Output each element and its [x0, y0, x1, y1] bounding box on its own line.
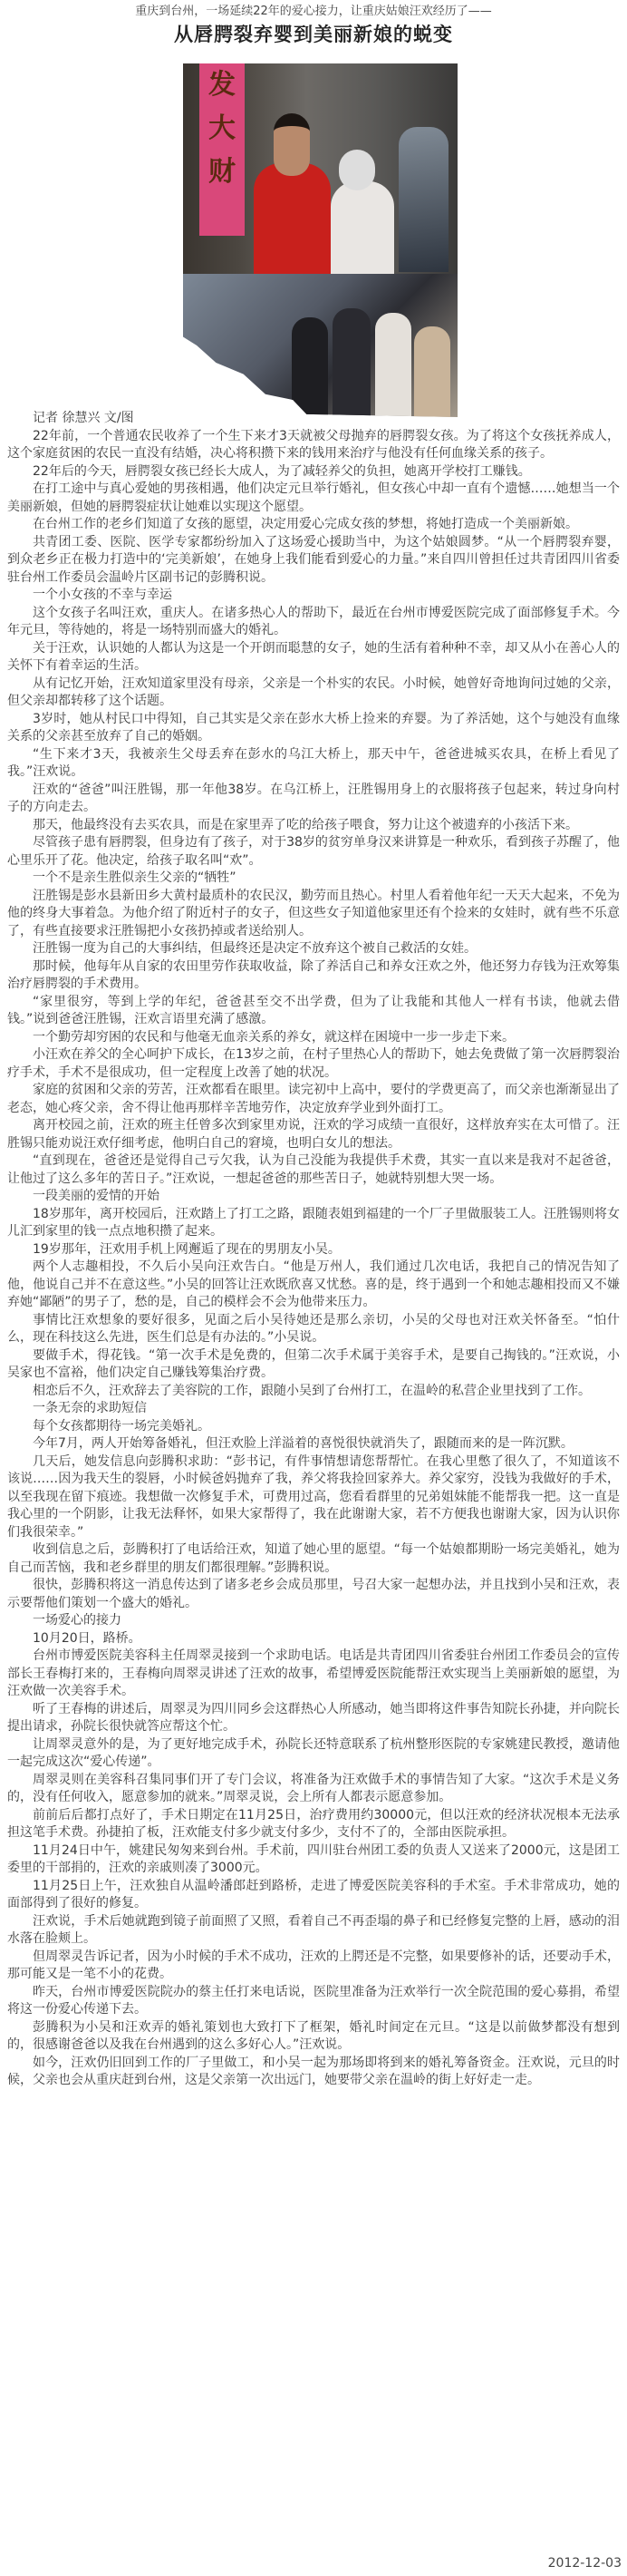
article-paragraph: 汪胜锡是彭水县新田乡大黄村最质朴的农民汉，勤劳而且热心。村里人看着他年纪一天天大起来，不免为他的终身大事着急。为他介绍了附近村子的女子，但这些女子知道他家里还有个捡来的女娃时，就有些不乐意了，有些直接要求汪胜锡把小女孩扔掉或者送给别人。 [7, 888, 620, 938]
article-body [7, 410, 620, 2090]
article-paragraph: 一段美丽的爱情的开始 [33, 1189, 159, 1203]
article-paragraph: 共青团工委、医院、医学专家都纷纷加入了这场爱心援助当中，为这个姑娘圆梦。“从一个唇腭裂弃婴，到众老乡正在极力打造中的‘完美新娘’，在她身上我们能看到爱心的力量。”来自四川曾担任过共青团四川省委驻台州工作委员会温岭片区副书记的彭腾积说。 [7, 534, 620, 585]
article-paragraph: “直到现在，爸爸还是觉得自己亏欠我，认为自己没能为我提供手术费，其实一直以来是我对不起爸爸，让他过了这么多年的苦日子。”汪欢说，一想起爸爸的那些苦日子，她就特别想大哭一场。 [7, 1153, 620, 1186]
article-paragraph: 尽管孩子患有唇腭裂，但身边有了孩子，对于38岁的贫穷单身汉来讲算是一种欢乐，看到孩子苏醒了，他心里乐开了花。他决定，给孩子取名叫“欢”。 [7, 835, 620, 868]
article-paragraph: 台州市博爱医院美容科主任周翠灵接到一个求助电话。电话是共青团四川省委驻台州团工作委员会的宣传部长王春梅打来的，王春梅向周翠灵讲述了汪欢的故事，希望博爱医院能帮汪欢实现当上美丽新娘的愿望，为汪欢做一次美容手术。 [7, 1648, 620, 1698]
article-paragraph: 今年7月，两人开始筹备婚礼，但汪欢脸上洋溢着的喜悦很快就消失了，跟随而来的是一阵沉默。 [33, 1436, 574, 1451]
article-paragraph: 11月24日中午，姚建民匆匆来到台州。手术前，四川驻台州团工委的负责人又送来了2000元，这是团工委里的干部捐的，汪欢的亲戚则凑了3000元。 [7, 1842, 620, 1875]
article-paragraph: 10月20日，路桥。 [33, 1630, 141, 1646]
red-banner [199, 63, 245, 236]
article-paragraph: 汪欢的“爸爸”叫汪胜锡，那一年他38岁。在乌江桥上，汪胜锡用身上的衣服将孩子包起来，转过身向村子的方向走去。 [7, 782, 620, 814]
photo-person [375, 313, 411, 417]
article-paragraph: 彭腾积为小吴和汪欢弄的婚礼策划也大致打下了框架，婚礼时间定在元旦。“这是以前做梦都没有想到的，很感谢爸爸以及我在台州遇到的这么多好心人。”汪欢说。 [7, 2019, 620, 2052]
article-paragraph: 那天，他最终没有去买农具，而是在家里弄了吃的给孩子喂食，努力让这个被遗弃的小孩活下来。 [33, 817, 578, 832]
photo-woman [331, 181, 394, 274]
article-paragraph: 22年后的今天，唇腭裂女孩已经长大成人，为了减轻养父的负担，她离开学校打工赚钱。 [33, 463, 531, 479]
article-paragraph: 听了王春梅的讲述后，周翠灵为四川同乡会这群热心人所感动，她当即将这件事告知院长孙捷，并向院长提出请求，孙院长很快就答应帮这个忙。 [7, 1701, 620, 1734]
article-paragraph: 收到信息之后，彭腾积打了电话给汪欢，知道了她心里的愿望。“每一个姑娘都期盼一场完美婚礼，她为自己而苦恼，我和老乡群里的朋友们都很理解。”彭腾积说。 [7, 1542, 620, 1575]
publish-date: 2012-12-03 [547, 2556, 622, 2571]
article-paragraph: 那时候，他每年从自家的农田里劳作获取收益，除了养活自己和养女汪欢之外，他还努力存钱为汪欢筹集治疗唇腭裂的手术费用。 [7, 958, 620, 991]
photo-couple-street [183, 63, 458, 274]
photo-man [254, 163, 331, 274]
article-paragraph: 汪欢说，手术后她就跑到镜子前面照了又照，看着自己不再歪塌的鼻子和已经修复完整的上唇，感动的泪水落在脸颊上。 [7, 1913, 620, 1946]
article-paragraph: “家里很穷，等到上学的年纪，爸爸甚至交不出学费，但为了让我能和其他人一样有书读，他就去借钱。”说到爸爸汪胜锡，汪欢言语里充满了感激。 [7, 994, 620, 1026]
article-paragraph: 相恋后不久，汪欢辞去了美容院的工作，跟随小吴到了台州打工，在温岭的私营企业里找到了工作。 [33, 1383, 591, 1398]
article-paragraph: 3岁时，她从村民口中得知，自己其实是父亲在彭水大桥上捡来的弃婴。为了养活她，这个与她没有血缘关系的父亲甚至放弃了自己的婚姻。 [7, 711, 620, 744]
article-paragraph: 很快，彭腾积将这一消息传达到了诸多老乡会成员那里，号召大家一起想办法，并且找到小吴和汪欢，表示要帮他们策划一个盛大的婚礼。 [7, 1578, 620, 1610]
article-paragraph: 小汪欢在养父的全心呵护下成长，在13岁之前，在村子里热心人的帮助下，她去免费做了第一次唇腭裂治疗手术，手术不是很成功，但一定程度上改善了她的状况。 [7, 1047, 620, 1080]
article-paragraph: 22年前，一个普通农民收养了一个生下来才3天就被父母抛弃的唇腭裂女孩。为了将这个女孩抚养成人，这个家庭贫困的农民一直没有结婚，决心将积攒下来的钱用来治疗与他没有任何血缘关系的孩子。 [7, 428, 620, 461]
photo-person [414, 326, 450, 417]
article-paragraph: 家庭的贫困和父亲的劳苦，汪欢都看在眼里。读完初中上高中，要付的学费更高了，而父亲也渐渐显出了老态，她心疼父亲，舍不得让他再那样辛苦地劳作，决定放弃学业到外面打工。 [7, 1083, 620, 1115]
article-paragraph: 这个女孩子名叫汪欢，重庆人。在诸多热心人的帮助下，最近在台州市博爱医院完成了面部修复手术。今年元旦，等待她的，将是一场特别而盛大的婚礼。 [7, 605, 620, 637]
photo-crowd [399, 127, 449, 272]
article-paragraph: 昨天，台州市博爱医院院办的蔡主任打来电话说，医院里准备为汪欢举行一次全院范围的爱心募捐，希望将这一份爱心传递下去。 [7, 1984, 620, 2017]
article-paragraph: 事情比汪欢想象的要好很多，见面之后小吴待她还是那么亲切，小吴的父母也对汪欢关怀备至。“怕什么，现在科技这么先进，医生们总是有办法的。”小吴说。 [7, 1312, 620, 1345]
article-paragraph: 11月25日上午，汪欢独自从温岭潘郎赶到路桥，走进了博爱医院美容科的手术室。手术非常成功，她的面部得到了很好的修复。 [7, 1878, 620, 1910]
article-paragraph: 离开校园之前，汪欢的班主任曾多次到家里劝说，汪欢的学习成绩一直很好，这样放弃实在太可惜了。汪胜锡只能劝说汪欢仔细考虑，他明白自己的窘境，也明白女儿的想法。 [7, 1118, 620, 1151]
photo-person [292, 317, 328, 417]
article-paragraph: 关于汪欢，认识她的人都认为这是一个开朗而聪慧的女子，她的生活有着种种不幸，却又从小在善心人的关怀下有着幸运的生活。 [7, 640, 620, 673]
article-paragraph: 周翠灵则在美容科召集同事们开了专门会议，将准备为汪欢做手术的事情告知了大家。“这次手术是义务的，没有任何收入，愿意参加的就来。”周翠灵说，会上所有人都表示愿意参加。 [7, 1772, 620, 1804]
article-paragraph: 如今，汪欢仍旧回到工作的厂子里做工，和小吴一起为那场即将到来的婚礼筹备资金。汪欢说，元旦的时候，父亲也会从重庆赶到台州，这是父亲第一次出远门，她要带父亲在温岭的街上好好走一走。 [7, 2055, 620, 2087]
article-paragraph: “生下来才3天，我被亲生父母丢弃在彭水的乌江大桥上，那天中午，爸爸进城买农具，在桥上看见了我。”汪欢说。 [7, 746, 620, 779]
photo-man-head [274, 113, 310, 176]
byline: 记者 徐慧兴 文/图 [33, 411, 134, 425]
article-paragraph: 一个小女孩的不幸与幸运 [33, 588, 172, 602]
article-paragraph: 前前后后都打点好了，手术日期定在11月25日，治疗费用约30000元，但以汪欢的经济状况根本无法承担这笔手术费。孙捷拍了板，汪欢能支付多少就支付多少，支付不了的，全部由医院承担。 [7, 1807, 620, 1840]
photo-woman-head [339, 150, 375, 190]
photo-hospital-group [183, 274, 458, 417]
article-title: 从唇腭裂弃婴到美丽新娘的蜕变 [174, 24, 453, 45]
article-paragraph: 每个女孩都期待一场完美婚礼。 [33, 1418, 210, 1434]
article-paragraph: 几天后，她发信息向彭腾积求助：“彭书记，有件事情想请您帮帮忙。在我心里憋了很久了，不知道该不该说……因为我天生的裂唇，小时候爸妈抛弃了我，养父将我捡回家养大。养父家穷，没钱为我做好的手术，以至我现在留下痕迹。我想做一次修复手术，可费用过高，您看看群里的兄弟姐妹能不能帮我一把。这一直是我心里的一个阴影，让我无法释怀，如果大家帮得了，我在此谢谢大家，若不方便我也谢谢大家，因为认识你们我很荣幸。” [7, 1453, 620, 1540]
article-paragraph: 在打工途中与真心爱她的男孩相遇，他们决定元旦举行婚礼，但女孩心中却一直有个遗憾……她想当一个美丽新娘，但她的唇腭裂症状让她难以实现这个愿望。 [7, 481, 620, 514]
article-paragraph: 一条无奈的求助短信 [33, 1401, 147, 1415]
article-paragraph: 一个不是亲生胜似亲生父亲的“牺牲” [33, 870, 236, 885]
article-paragraph: 19岁那年，汪欢用手机上网邂逅了现在的男朋友小吴。 [33, 1241, 341, 1257]
article-paragraph: 要做手术，得花钱。“第一次手术是免费的，但第二次手术属于美容手术，是要自己掏钱的。”汪欢说，小吴家也不富裕，他们决定自己赚钱筹集治疗费。 [7, 1347, 620, 1380]
article-paragraph: 一场爱心的接力 [33, 1613, 121, 1628]
article-paragraph: 一个勤劳却穷困的农民和与他毫无血亲关系的养女，就这样在困境中一步一步走下来。 [33, 1029, 515, 1045]
photo-person [333, 308, 371, 417]
article-paragraph: 两个人志趣相投，不久后小吴向汪欢告白。“他是万州人，我们通过几次电话，我把自己的情况告知了他，他说自己并不在意这些。”小吴的回答让汪欢既欣喜又忧愁。喜的是，终于遇到一个和她志趣相投而又不嫌弃她“鄙陋”的男子了，愁的是，自己的模样会不会为他带来压力。 [7, 1259, 620, 1309]
article-subtitle: 重庆到台州，一场延续22年的爱心接力，让重庆姑娘汪欢经历了—— [135, 5, 492, 18]
article-paragraph: 让周翠灵意外的是，为了更好地完成手术，孙院长还特意联系了杭州整形医院的专家姚建民教授，邀请他一起完成这次“爱心传递”。 [7, 1736, 620, 1769]
banner-text: 发大财 [208, 69, 236, 188]
article-paragraph: 汪胜锡一度为自己的大事纠结，但最终还是决定不放弃这个被自己救活的女娃。 [33, 941, 477, 956]
article-paragraph: 在台州工作的老乡们知道了女孩的愿望，决定用爱心完成女孩的梦想，将她打造成一个美丽新娘。 [33, 517, 578, 531]
article-paragraph: 从有记忆开始，汪欢知道家里没有母亲，父亲是一个朴实的农民。小时候，她曾好奇地询问过她的父亲，但父亲却都转移了这个话题。 [7, 676, 620, 708]
article-paragraph: 但周翠灵告诉记者，因为小时候的手术不成功，汪欢的上腭还是不完整，如果要修补的话，还要动手术，那可能又是一笔不小的花费。 [7, 1949, 620, 1981]
article-paragraph: 18岁那年，离开校园后，汪欢踏上了打工之路，跟随表姐到福建的一个厂子里做服装工人。汪胜锡则将女儿汇到家里的钱一点点地积攒了起来。 [7, 1206, 620, 1239]
